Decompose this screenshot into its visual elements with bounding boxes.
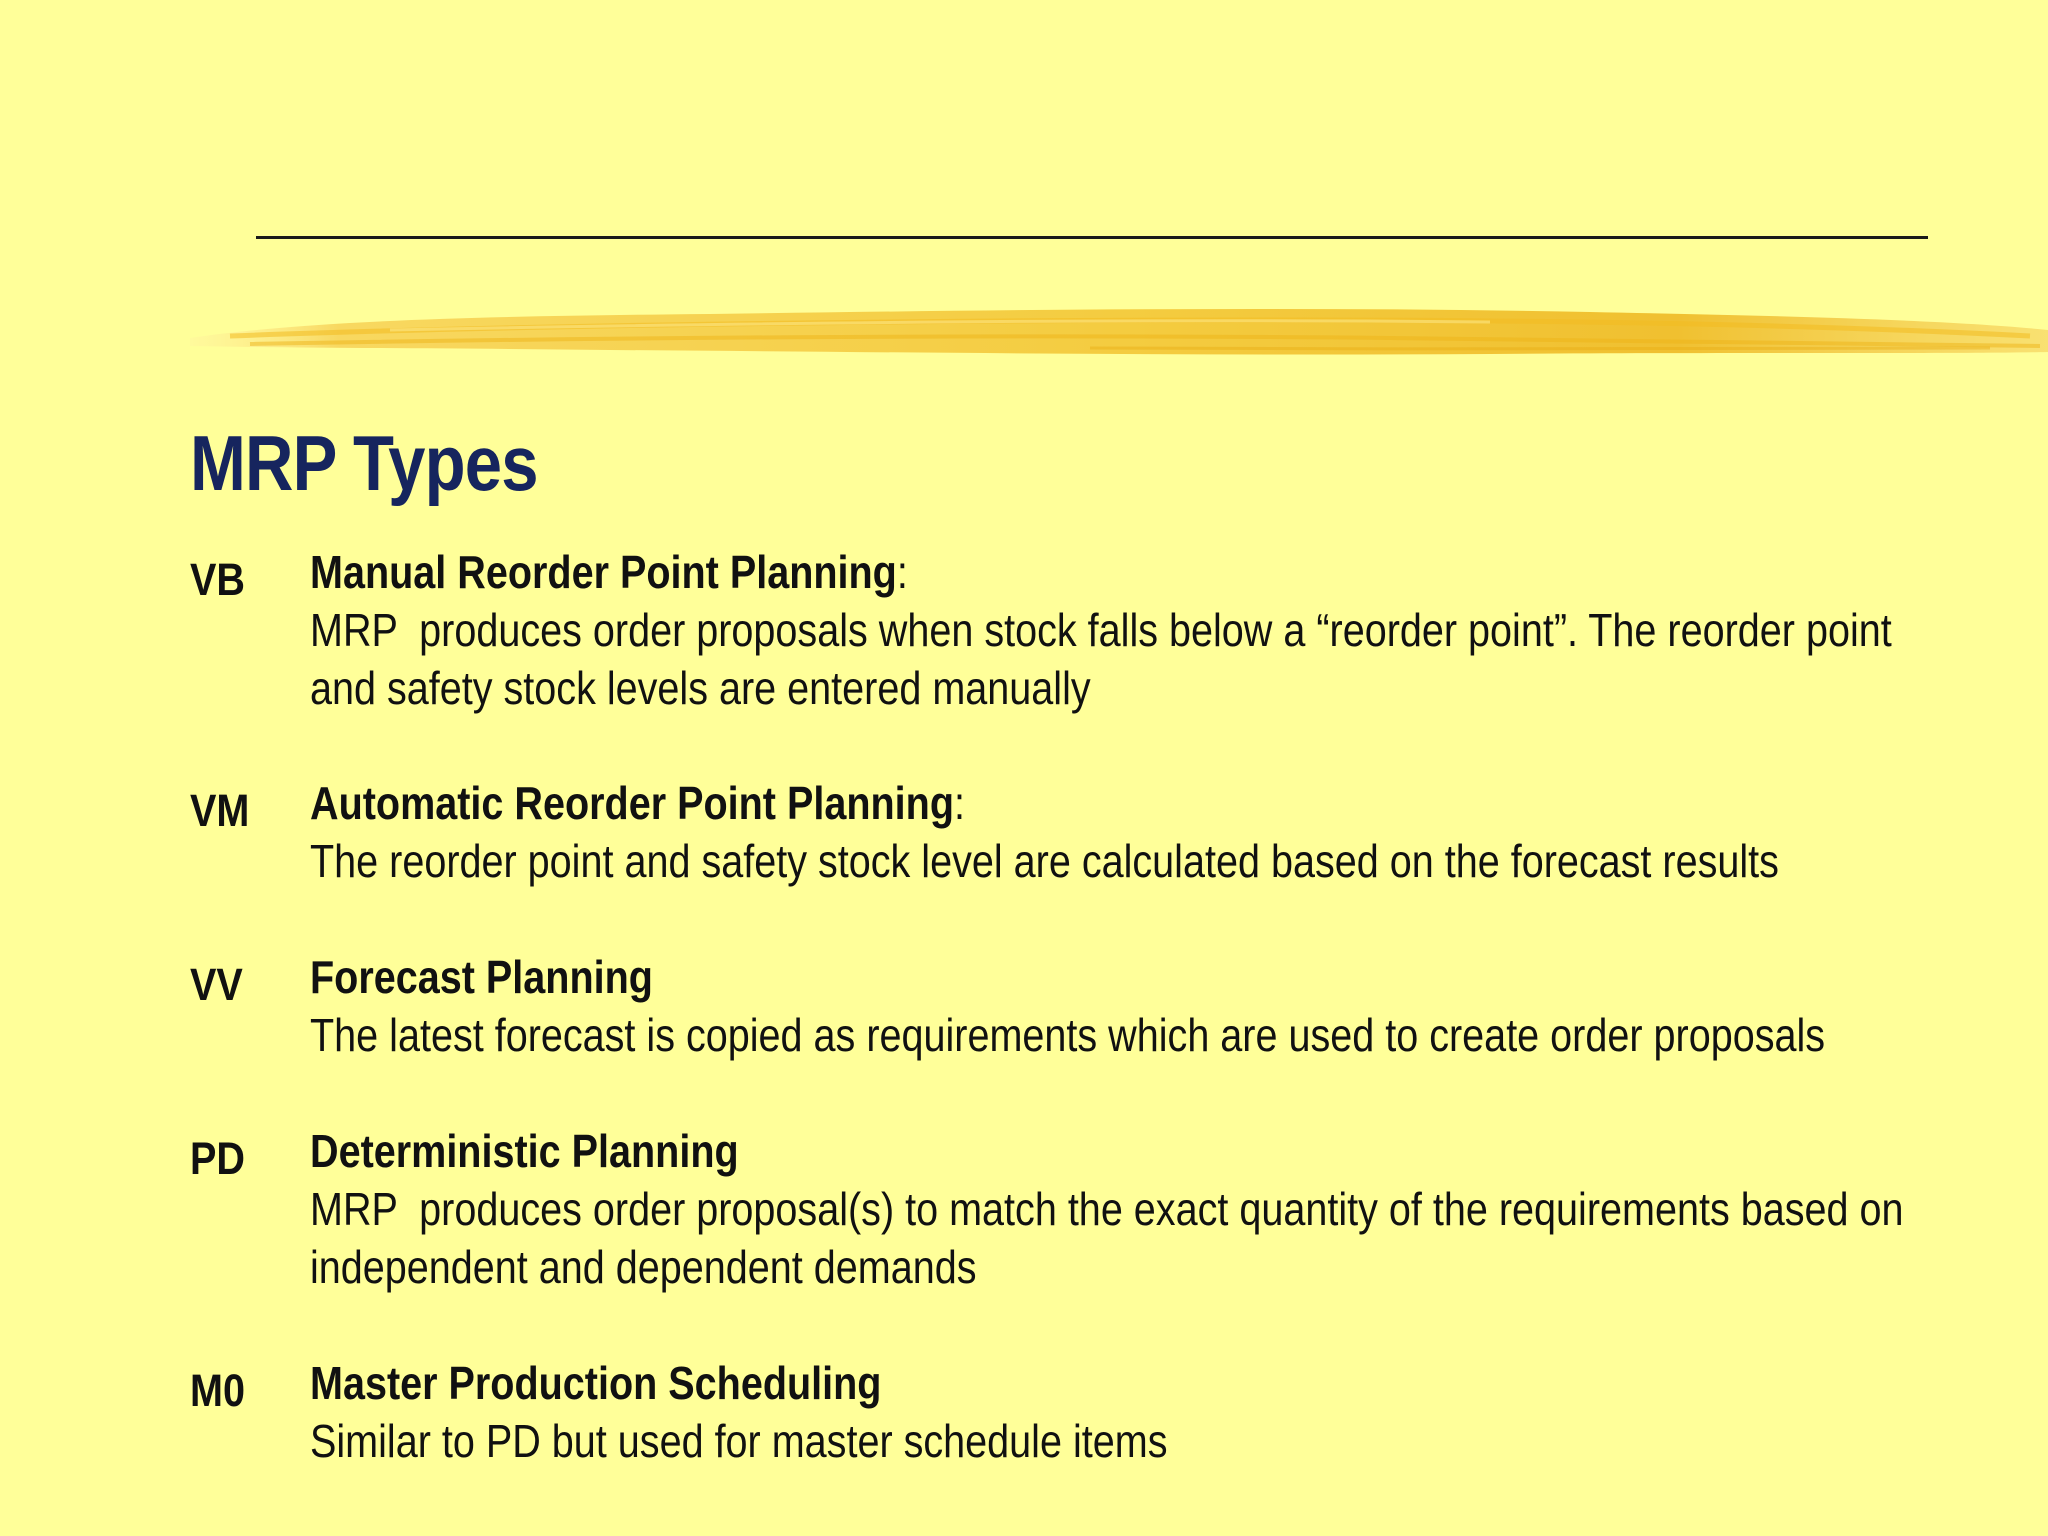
heading-suffix: : [896,546,908,598]
mrp-type-heading-row [310,774,1927,832]
mrp-type-description: The reorder point and safety stock level are calculated based on the forecast results [310,835,1779,887]
mrp-type-heading: Deterministic Planning [310,1125,739,1177]
mrp-type-heading-row [310,543,1927,601]
mrp-type-heading-row [310,1122,1927,1180]
mrp-type-description: The latest forecast is copied as requirements which are used to create order proposals [310,1009,1826,1061]
mrp-type-heading: Forecast Planning [310,951,653,1003]
mrp-type-description: Similar to PD but used for master schedule items [310,1415,1168,1467]
brush-stroke-decoration [190,290,2048,380]
mrp-type-heading-row [310,1354,1927,1412]
mrp-type-heading: Manual Reorder Point Planning [310,546,897,598]
top-divider-line [256,236,1928,239]
mrp-type-heading-row [310,948,1927,1006]
mrp-type-code: M0 [190,1365,246,1416]
mrp-type-code: VM [190,785,250,836]
mrp-type-heading: Automatic Reorder Point Planning [310,777,954,829]
page-title: MRP Types [190,419,538,507]
mrp-type-description: MRP produces order proposals when stock falls below a “reorder point”. The reorder point and safety stock levels are entered manually [310,604,1892,714]
mrp-type-code: VB [190,554,246,605]
mrp-type-code: VV [190,959,243,1010]
mrp-type-heading: Master Production Scheduling [310,1357,882,1409]
mrp-type-description: MRP produces order proposal(s) to match the exact quantity of the requirements based on independent and dependent demands [310,1183,1904,1293]
mrp-type-code: PD [190,1133,246,1184]
heading-suffix: : [953,777,965,829]
